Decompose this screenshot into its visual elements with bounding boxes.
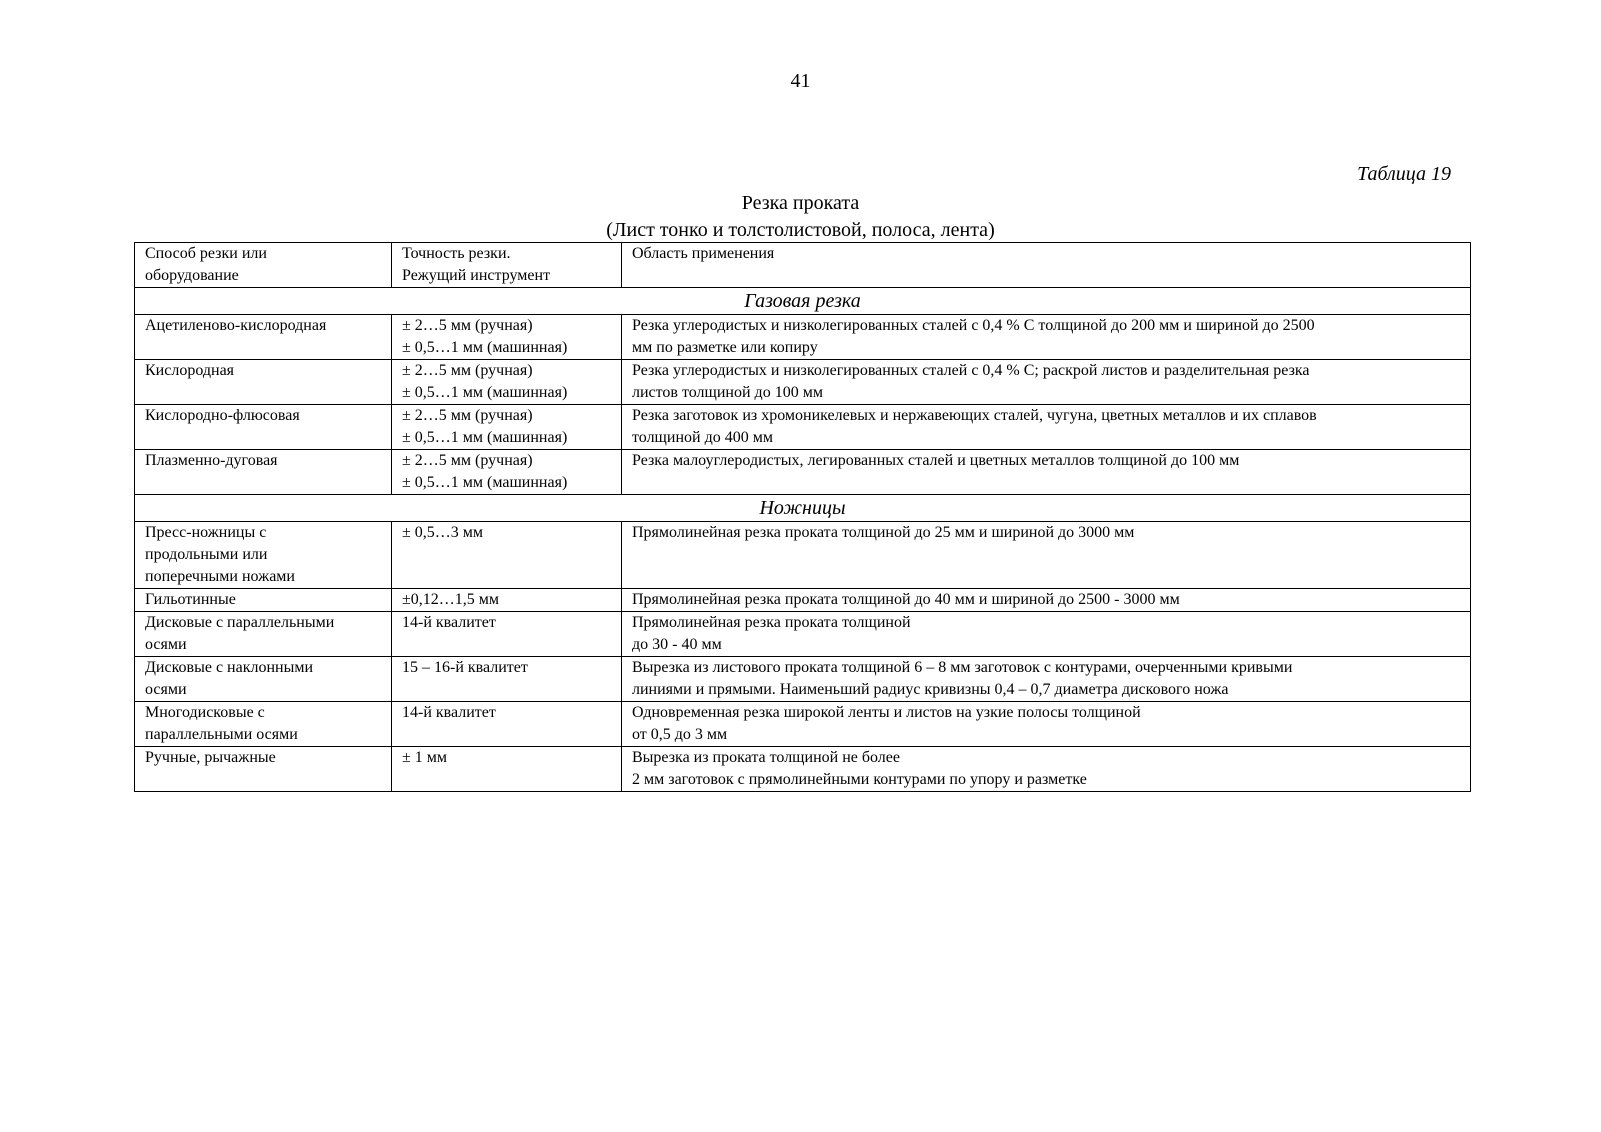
cell-application [622, 747, 1471, 792]
cell-method-line: осями [145, 636, 187, 653]
header-accuracy [392, 243, 622, 288]
cell-accuracy-line: ± 0,5…1 мм (машинная) [402, 339, 568, 356]
table-row [135, 612, 1471, 657]
cell-accuracy [392, 612, 622, 657]
cell-application-line: толщиной до 400 мм [632, 429, 773, 446]
table-subtitle: (Лист тонко и толстолистовой, полоса, лента) [606, 219, 995, 241]
cell-method-line: Ацетиленово-кислородная [145, 317, 327, 334]
cell-application-line: Вырезка из листового проката толщиной 6 – 8 мм заготовок с контурами, очерченными кривыми [632, 659, 1293, 676]
cell-application [622, 657, 1471, 702]
cell-application-line: мм по разметке или копиру [632, 339, 818, 356]
cell-application [622, 360, 1471, 405]
cell-accuracy-line: ± 0,5…1 мм (машинная) [402, 429, 568, 446]
cell-method-line: поперечными ножами [145, 568, 295, 585]
cell-accuracy-line: ± 0,5…1 мм (машинная) [402, 384, 568, 401]
cell-accuracy-line: ± 1 мм [402, 749, 448, 766]
cell-accuracy-line: ± 0,5…3 мм [402, 524, 484, 541]
table-row [135, 747, 1471, 792]
cell-accuracy [392, 360, 622, 405]
cell-accuracy-line: ± 2…5 мм (ручная) [402, 452, 533, 469]
cell-method [135, 315, 392, 360]
cell-application [622, 702, 1471, 747]
cell-accuracy-line: 14-й квалитет [402, 614, 496, 631]
cell-application-line: Прямолинейная резка проката толщиной до 25 мм и шириной до 3000 мм [632, 524, 1135, 541]
cell-method [135, 589, 392, 612]
cell-method-line: Плазменно-дуговая [145, 452, 278, 469]
cell-method-line: Кислородная [145, 362, 235, 379]
cell-method [135, 657, 392, 702]
table-label: Таблица 19 [1357, 163, 1451, 185]
table-row [135, 589, 1471, 612]
cell-application-line: Вырезка из проката толщиной не более [632, 749, 900, 766]
cell-method [135, 702, 392, 747]
table-row [135, 522, 1471, 589]
cell-accuracy-line: ± 2…5 мм (ручная) [402, 362, 533, 379]
table-row [135, 450, 1471, 495]
header-accuracy-line: Точность резки. [402, 245, 511, 262]
cell-method-line: Кислородно-флюсовая [145, 407, 300, 424]
table-row [135, 702, 1471, 747]
table-row [135, 405, 1471, 450]
cell-accuracy [392, 450, 622, 495]
cell-accuracy [392, 589, 622, 612]
cell-method-line: параллельными осями [145, 726, 298, 743]
cell-accuracy-line: ± 2…5 мм (ручная) [402, 407, 533, 424]
cell-application-line: Резка углеродистых и низколегированных сталей с 0,4 % С; раскрой листов и разделительная резка [632, 362, 1310, 379]
cell-method-line: продольными или [145, 546, 268, 563]
page-number: 41 [790, 70, 811, 92]
section-title: Ножницы [135, 495, 1471, 522]
header-application [622, 243, 1471, 288]
cell-accuracy [392, 522, 622, 589]
cell-method [135, 405, 392, 450]
cell-accuracy [392, 702, 622, 747]
cell-application-line: Одновременная резка широкой ленты и листов на узкие полосы толщиной [632, 704, 1141, 721]
header-method-line: оборудование [145, 267, 239, 284]
table-header-row [135, 243, 1471, 288]
cell-application-line: Прямолинейная резка проката толщиной [632, 614, 911, 631]
cell-method-line: Пресс-ножницы с [145, 524, 267, 541]
cell-application-line: до 30 - 40 мм [632, 636, 722, 653]
header-method [135, 243, 392, 288]
cell-application-line: листов толщиной до 100 мм [632, 384, 823, 401]
cell-method-line: Дисковые с наклонными [145, 659, 314, 676]
table-body [135, 243, 1471, 792]
header-application-line: Область применения [632, 245, 775, 262]
table-title: Резка проката [741, 192, 860, 214]
cell-accuracy-line: ± 2…5 мм (ручная) [402, 317, 533, 334]
cutting-table [134, 242, 1471, 792]
cell-application-line: Резка малоуглеродистых, легированных сталей и цветных металлов толщиной до 100 мм [632, 452, 1240, 469]
header-accuracy-line: Режущий инструмент [402, 267, 551, 284]
cell-application-line: линиями и прямыми. Наименьший радиус кривизны 0,4 – 0,7 диаметра дискового ножа [632, 681, 1229, 698]
cell-application-line: Резка углеродистых и низколегированных сталей с 0,4 % С толщиной до 200 мм и шириной до 2500 [632, 317, 1315, 334]
cell-accuracy [392, 657, 622, 702]
cell-method-line: Ручные, рычажные [145, 749, 276, 766]
cell-application-line: 2 мм заготовок с прямолинейными контурами по упору и разметке [632, 771, 1087, 788]
cell-method [135, 360, 392, 405]
cell-accuracy-line: 15 – 16-й квалитет [402, 659, 528, 676]
header-method-line: Способ резки или [145, 245, 267, 262]
cell-method-line: Дисковые с параллельными [145, 614, 335, 631]
table-row [135, 360, 1471, 405]
cell-method [135, 450, 392, 495]
cell-application [622, 589, 1471, 612]
cell-accuracy-line: ± 0,5…1 мм (машинная) [402, 474, 568, 491]
cell-accuracy [392, 315, 622, 360]
cell-application [622, 315, 1471, 360]
cell-application [622, 405, 1471, 450]
cell-application-line: от 0,5 до 3 мм [632, 726, 728, 743]
cell-application-line: Прямолинейная резка проката толщиной до 40 мм и шириной до 2500 - 3000 мм [632, 591, 1180, 608]
cell-method [135, 747, 392, 792]
cell-method [135, 612, 392, 657]
cell-application [622, 612, 1471, 657]
cell-method-line: Многодисковые с [145, 704, 265, 721]
table-row [135, 657, 1471, 702]
section-title: Газовая резка [135, 288, 1471, 315]
section-row [135, 288, 1471, 315]
cell-application [622, 522, 1471, 589]
cell-method-line: осями [145, 681, 187, 698]
cell-accuracy-line: ±0,12…1,5 мм [402, 591, 500, 608]
cell-application [622, 450, 1471, 495]
cell-application-line: Резка заготовок из хромоникелевых и нержавеющих сталей, чугуна, цветных металлов и их сплавов [632, 407, 1317, 424]
section-row [135, 495, 1471, 522]
cell-method-line: Гильотинные [145, 591, 236, 608]
cell-accuracy-line: 14-й квалитет [402, 704, 496, 721]
table-row [135, 315, 1471, 360]
cell-accuracy [392, 747, 622, 792]
cell-method [135, 522, 392, 589]
cell-accuracy [392, 405, 622, 450]
